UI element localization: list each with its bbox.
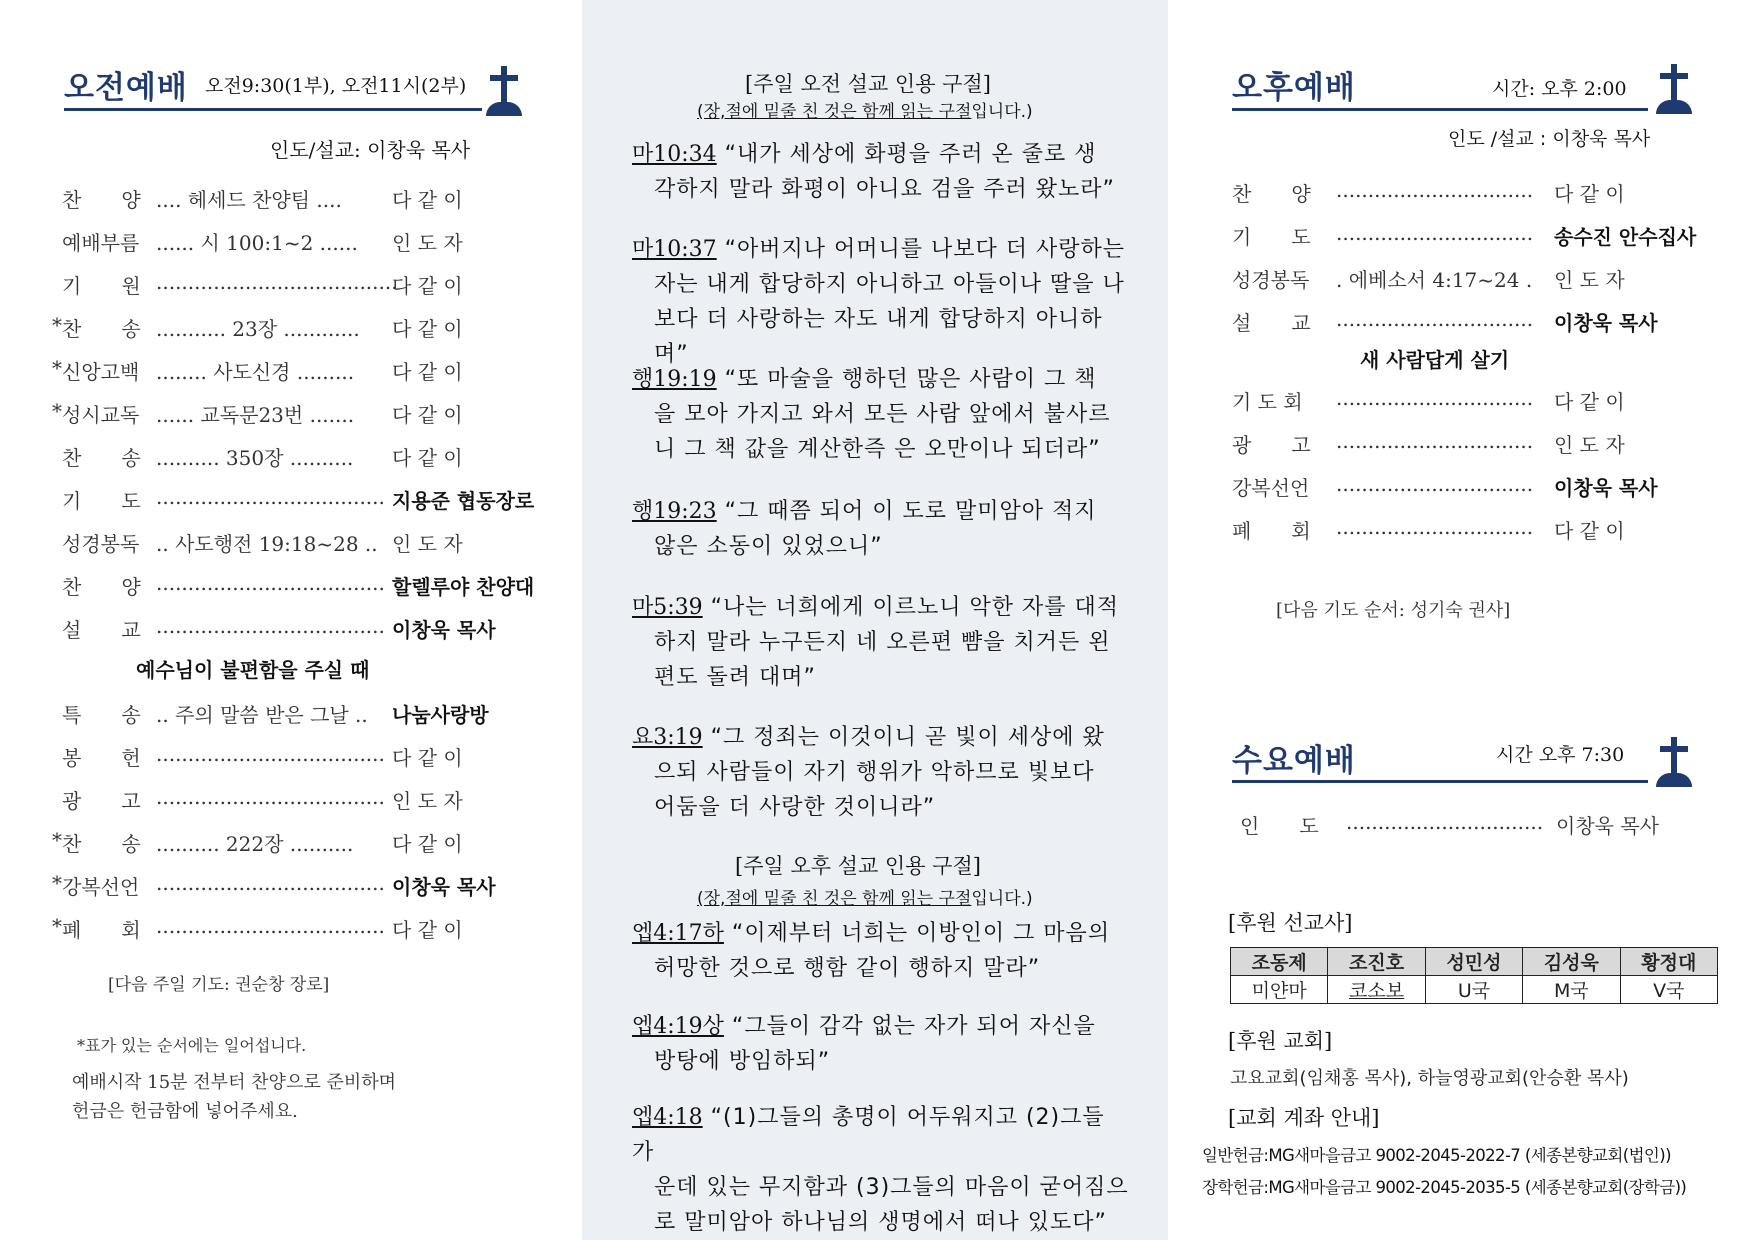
verse-block (632, 494, 1132, 564)
order-detail: .................................... (156, 785, 385, 809)
afternoon-leader: 인도 /설교 : 이창욱 목사 (1448, 128, 1651, 150)
accounts-heading: [교회 계좌 안내] (1228, 1106, 1380, 1130)
order-person: 인 도 자 (1554, 268, 1625, 292)
order-label: 강복선언 (1232, 476, 1310, 500)
standing-marker: * (52, 356, 62, 380)
order-label: 기 도 (1232, 225, 1311, 249)
order-label: 기 도 회 (1232, 390, 1303, 414)
order-person: 이창욱 목사 (1554, 476, 1658, 500)
verse-text-line: 어둠을 더 사랑한 것이니라” (654, 795, 936, 820)
order-person: 인 도 자 (392, 789, 463, 813)
order-label: 광 고 (1232, 433, 1311, 457)
verse-text-line: 방탕에 방임하되” (654, 1049, 831, 1074)
morning-service-title: 오전예배 (64, 70, 188, 106)
missionary-place: U국 (1425, 976, 1522, 1004)
order-detail: ............................... (1336, 221, 1534, 245)
verse-text-line: 으되 사람들이 자기 행위가 악하므로 빛보다 (654, 760, 1095, 785)
cross-icon (1656, 737, 1692, 785)
order-detail: ........... 23장 ............ (156, 317, 360, 341)
verse-block (632, 916, 1132, 986)
order-person: 다 같 이 (392, 403, 463, 427)
prep-note-line-1: 예배시작 15분 전부터 찬양으로 준비하며 (72, 1072, 396, 1093)
order-detail: .... 헤세드 찬양팀 .... (156, 188, 342, 212)
order-label: 강복선언 (62, 875, 140, 899)
order-person: 다 같 이 (392, 317, 463, 341)
order-detail: .. 주의 말씀 받은 그날 .. (156, 703, 368, 727)
order-label: 설 교 (62, 618, 141, 642)
order-detail: ...... 교독문23번 ....... (156, 403, 355, 427)
order-detail: .......... 222장 .......... (156, 832, 354, 856)
verse-text: “또 마술을 행하던 많은 사람이 그 책 (716, 367, 1097, 392)
missionary-place: V국 (1620, 976, 1717, 1004)
standing-marker: * (52, 871, 62, 895)
order-person: 인 도 자 (392, 231, 463, 255)
order-detail: .. 사도행전 19:18~28 .. (156, 532, 378, 556)
order-label: 기 원 (62, 274, 141, 298)
order-detail: . 에베소서 4:17~24 . (1336, 268, 1533, 292)
missionary-name: 조동제 (1231, 948, 1328, 976)
order-label: 찬 양 (62, 188, 141, 212)
missionaries-heading: [후원 선교사] (1228, 911, 1353, 935)
verse-block (632, 720, 1132, 825)
order-label: 성경봉독 (62, 532, 140, 556)
verse-text: “그 정죄는 이것이니 곧 빛이 세상에 왔 (702, 725, 1105, 750)
verse-reference: 엡4:19상 (632, 1014, 724, 1039)
wednesday-service-title: 수요예배 (1232, 743, 1356, 779)
order-person: 이창욱 목사 (392, 618, 496, 642)
order-label: 찬 송 (62, 317, 141, 341)
verse-reference: 행19:23 (632, 499, 717, 524)
verse-text-line: 로 말미암아 하나님의 생명에서 떠나 있도다” (654, 1210, 1107, 1235)
order-person: 다 같 이 (392, 188, 463, 212)
missionary-name: 김성욱 (1523, 948, 1620, 976)
order-label: 성경봉독 (1232, 268, 1310, 292)
verse-text-line: 않은 소동이 있었으니” (654, 534, 883, 559)
am-verses-subheading: (장,절에 밑줄 친 것은 함께 읽는 구절입니다.) (697, 102, 1033, 122)
churches-heading: [후원 교회] (1228, 1029, 1333, 1053)
cross-icon (486, 66, 522, 114)
order-person: 다 같 이 (1554, 182, 1625, 206)
afternoon-sermon-title: 새 사람답게 살기 (1360, 348, 1510, 372)
verse-block (632, 590, 1132, 695)
cross-icon (1656, 64, 1692, 112)
verse-text-line: 을 모아 가지고 와서 모든 사람 앞에서 불사르 (654, 402, 1111, 427)
order-label: 신앙고백 (62, 360, 140, 384)
missionary-place: 코소보 (1328, 976, 1425, 1004)
wednesday-title-rule (1232, 780, 1648, 783)
account-scholarship: 장학헌금:MG새마을금고 9002-2045-2035-5 (세종본향교회(장학금)) (1202, 1178, 1687, 1197)
order-detail: .......... 350장 .......... (156, 446, 354, 470)
order-label: 설 교 (1232, 311, 1311, 335)
verse-reference: 마5:39 (632, 595, 703, 620)
verse-text-line: 허망한 것으로 행함 같이 행하지 말라” (654, 956, 1041, 981)
order-detail: ........ 사도신경 ......... (156, 360, 355, 384)
order-person: 다 같 이 (392, 360, 463, 384)
order-detail: .................................... (156, 914, 385, 938)
pm-verses-subheading: (장,절에 밑줄 친 것은 함께 읽는 구절입니다.) (697, 889, 1033, 909)
am-verses-heading: [주일 오전 설교 인용 구절] (745, 72, 991, 96)
order-label: 찬 양 (62, 575, 141, 599)
order-detail: .................................... (156, 871, 385, 895)
order-label: 찬 송 (62, 832, 141, 856)
order-detail: ............................... (1336, 307, 1534, 331)
missionary-place: M국 (1523, 976, 1620, 1004)
verse-text: “이제부터 너희는 이방인이 그 마음의 (723, 921, 1111, 946)
standing-note: *표가 있는 순서에는 일어섭니다. (77, 1036, 307, 1055)
verse-text-line: 니 그 책 값을 계산한즉 은 오만이나 되더라” (654, 437, 1101, 462)
verse-block (632, 362, 1132, 467)
standing-marker: * (52, 399, 62, 423)
order-detail: ...... 시 100:1~2 ...... (156, 231, 358, 255)
order-person: 인 도 자 (392, 532, 463, 556)
morning-leader: 인도/설교: 이창욱 목사 (270, 138, 471, 162)
morning-title-rule (64, 108, 482, 111)
verse-text-line: 운데 있는 무지함과 (3)그들의 마음이 굳어짐으 (654, 1175, 1129, 1200)
verse-text-line: 각하지 말라 화평이 아니요 검을 주러 왔노라” (654, 177, 1115, 202)
order-person: 다 같 이 (392, 918, 463, 942)
order-person: 이창욱 목사 (1554, 311, 1658, 335)
order-detail: ............................... (1336, 472, 1534, 496)
order-label: 봉 헌 (62, 746, 141, 770)
order-label: 예배부름 (62, 231, 140, 255)
order-person: 송수진 안수집사 (1554, 225, 1697, 249)
morning-sermon-title: 예수님이 불편함을 주실 때 (136, 658, 370, 682)
order-detail: ............................... (1336, 429, 1534, 453)
missionaries-places-row (1231, 976, 1718, 1004)
order-person: 이창욱 목사 (392, 875, 496, 899)
missionaries-table (1230, 947, 1718, 1004)
afternoon-title-rule (1232, 108, 1648, 111)
verse-block (632, 1009, 1132, 1079)
morning-service-time: 오전9:30(1부), 오전11시(2부) (205, 75, 467, 97)
verse-reference: 마10:37 (632, 237, 717, 262)
order-detail: ............................... (1336, 178, 1534, 202)
verse-text: “그들이 감각 없는 자가 되어 자신을 (723, 1014, 1096, 1039)
order-label: 찬 송 (62, 446, 141, 470)
order-person: 지용준 협동장로 (392, 489, 535, 513)
order-person: 다 같 이 (392, 832, 463, 856)
missionary-name: 황정대 (1620, 948, 1717, 976)
afternoon-service-time: 시간: 오후 2:00 (1492, 78, 1627, 100)
verse-text: “그 때쯤 되어 이 도로 말미암아 적지 (716, 499, 1097, 524)
order-person: 다 같 이 (392, 746, 463, 770)
verse-text: “(1)그들의 총명이 어두워지고 (2)그들 가 (632, 1105, 1105, 1165)
missionary-name: 조진호 (1328, 948, 1425, 976)
afternoon-service-title: 오후예배 (1232, 70, 1356, 106)
verse-text: “아버지나 어머니를 나보다 더 사랑하는 (716, 237, 1126, 262)
order-label: 폐 회 (62, 918, 141, 942)
missionary-place: 미얀마 (1231, 976, 1328, 1004)
order-detail: ...................................... (156, 270, 398, 294)
order-label: 기 도 (62, 489, 141, 513)
order-label: 성시교독 (62, 403, 140, 427)
order-label: 폐 회 (1232, 519, 1311, 543)
order-person: 인 도 자 (1554, 433, 1625, 457)
order-person: 다 같 이 (392, 274, 463, 298)
afternoon-next-prayer: [다음 기도 순서: 성기숙 권사] (1276, 600, 1511, 621)
morning-next-prayer: [다음 주일 기도: 권순창 장로] (108, 975, 330, 995)
verse-text-line: 보다 더 사랑하는 자도 내게 합당하지 아니하며” (654, 307, 1103, 367)
order-detail: .................................... (156, 571, 385, 595)
order-detail: .................................... (156, 614, 385, 638)
order-person: 다 같 이 (1554, 390, 1625, 414)
standing-marker: * (52, 828, 62, 852)
verse-reference: 엡4:17하 (632, 921, 724, 946)
order-person: 할렐루야 찬양대 (392, 575, 535, 599)
order-person: 나눔사랑방 (392, 703, 489, 727)
verse-text-line: 자는 내게 합당하지 아니하고 아들이나 딸을 나 (654, 272, 1125, 297)
verse-text-line: 편도 돌려 대며” (654, 665, 816, 690)
order-person: 다 같 이 (392, 446, 463, 470)
order-detail: .................................... (156, 485, 385, 509)
order-label: 특 송 (62, 703, 141, 727)
account-general: 일반헌금:MG새마을금고 9002-2045-2022-7 (세종본향교회(법인)) (1202, 1146, 1671, 1165)
verse-text-line: 하지 말라 누구든지 네 오른편 뺨을 치거든 왼 (654, 630, 1111, 655)
standing-marker: * (52, 914, 62, 938)
wednesday-service-time: 시간 오후 7:30 (1496, 744, 1625, 766)
order-detail: .................................... (156, 742, 385, 766)
missionaries-names-row (1231, 948, 1718, 976)
order-label: 찬 양 (1232, 182, 1311, 206)
order-label: 광 고 (62, 789, 141, 813)
verse-block (632, 1100, 1132, 1240)
pm-verses-heading: [주일 오후 설교 인용 구절] (735, 854, 981, 878)
verse-text: “내가 세상에 화평을 주러 온 줄로 생 (716, 142, 1097, 167)
missionary-name: 성민성 (1425, 948, 1522, 976)
verse-block (632, 137, 1132, 207)
verse-reference: 요3:19 (632, 725, 703, 750)
verse-reference: 엡4:18 (632, 1105, 703, 1130)
standing-marker: * (52, 313, 62, 337)
churches-text: 고요교회(임채홍 목사), 하늘영광교회(안승환 목사) (1230, 1068, 1629, 1089)
order-detail: ............................... (1336, 386, 1534, 410)
order-detail: ............................... (1336, 515, 1534, 539)
order-person: 다 같 이 (1554, 519, 1625, 543)
verse-text: “나는 너희에게 이르노니 악한 자를 대적 (702, 595, 1120, 620)
prep-note-line-2: 헌금은 헌금함에 넣어주세요. (72, 1101, 298, 1122)
verse-reference: 마10:34 (632, 142, 717, 167)
verse-block (632, 232, 1132, 372)
verse-reference: 행19:19 (632, 367, 717, 392)
